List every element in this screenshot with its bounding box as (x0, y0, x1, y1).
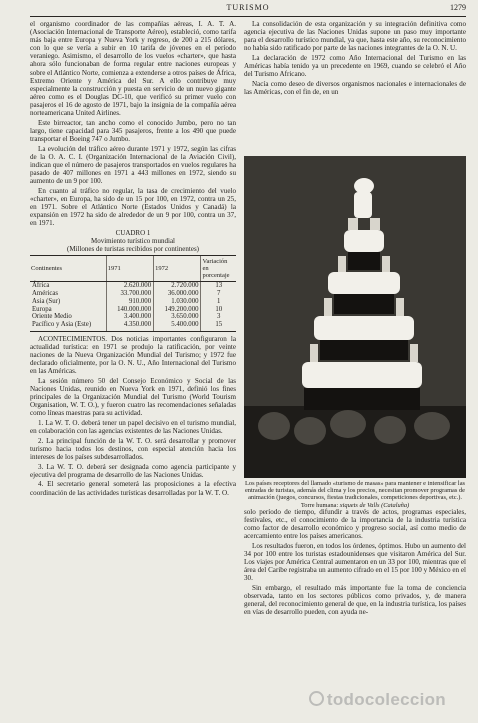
cell-continent: Oriente Medio (32, 313, 72, 321)
paragraph: La evolución del tráfico aéreo durante 1971 y 1972, según las cifras de la O. A. C. I. (Organización Internacional de la Aviación Civil), indican que el número de pasajeros transportados en vuelos regulares ha pasado de 407 millones en 1971 a 443 millones en 1972, siendo su aumento de un 9 por 100. (30, 144, 236, 185)
paragraph: Sin embargo, el resultado más importante fue la toma de conciencia observada, tanto en los sectores públicos como privados, y, de manera general, del reconocimiento general de que, en la industria turística, los países en vías de desarrollo pueden, con ayuda ne- (244, 584, 466, 617)
paragraph: solo período de tiempo, difundir a través de actos, programas especiales, festivales, etc., el conocimiento de la importancia de la industria turística como factor de desarrollo económico y progreso social, así como medio de acercamiento entre los países americanos. (244, 508, 466, 541)
paragraph: La consolidación de esta organización y su integración definitiva como agencia ejecutiva de las Naciones Unidas supone un paso muy importante para el desarrollo turístico mundial, ya que, hasta este año, su reconocimiento no había sido ratificado por parte de las naciones integrantes de la O. N. U. (244, 20, 466, 53)
cell-variation: 1 (201, 298, 236, 306)
cell-1972: 3.650.000 (154, 313, 201, 321)
cell-1971: 2.620.000 (106, 282, 153, 290)
table-header-row (30, 256, 236, 282)
tourism-table (30, 255, 236, 332)
tourism-table-block (30, 229, 236, 332)
col-header-variation: Variación en porcentaje (201, 256, 236, 282)
cell-variation: 3 (201, 313, 236, 321)
cell-1972: 36.000.000 (154, 290, 201, 298)
photo-caption-main: Los países receptores del llamado «turismo de masas» para mantener e intensificar las entradas de turistas, además del clima y los precios, necesitan promover programas de animación (juegos, concursos, fiestas tradicionales, competiciones deportivas, etc.). Torre humana: (244, 480, 466, 509)
paragraph: La sesión número 50 del Consejo Económico y Social de las Naciones Unidas, reunido en Nueva York en 1971, definió los fines principales de la Organización Mundial del Turismo (World Tourism Organisation, W. T. O.), y fueron cuatro las recomendaciones señaladas como líneas maestras para su actividad. (30, 376, 236, 418)
table-caption: CUADRO 1 (115, 229, 151, 238)
table-row (30, 313, 236, 321)
watermark-text: todocoleccion (326, 690, 446, 709)
human-tower-photo (244, 156, 466, 478)
cell-1971: 910.000 (106, 298, 153, 306)
paragraph: el organismo coordinador de las compañías aéreas, I. A. T. A. (Asociación Internacional de Transporte Aéreo), estableció, como tarifa más baja entre Europa y Nueva York y regreso, de 200 a 215 dólares, con lo que se vería a subir en 10 tarifa de jóvenes en el período veraniego. Asimismo, el desarrollo de los vuelos «charter», que hasta ahora sólo funcionaban de forma regular entre naciones europeas y sobre el Atlántico Norte, comienza a extenderse a otros países de África, Extremo Oriente y América del Sur. A ello contribuye muy especialmente la construcción y puesta en servicio de un nuevo gigante aéreo como es el Douglas DC-10, que verificó su primer vuelo con pasajeros el 16 de agosto de 1971, bajo la insignia de la compañía aérea norteamericana United Airlines. (30, 20, 236, 118)
cell-1971: 33.700.000 (106, 290, 153, 298)
col-header-1972: 1972 (154, 256, 201, 282)
paragraph: ACONTECIMIENTOS. Dos noticias importantes configuraron la actualidad turística: en 1971 se produjo la ratificación, por veinte naciones de la Nueva Organización Mundial del Turismo; y 1972 fue declarado oficialmente, por la O. N. U., Año Internacional del Turismo en las Américas. (30, 334, 236, 376)
cell-1971: 3.400.000 (106, 313, 153, 321)
right-column-top (244, 20, 466, 98)
right-column-bottom (244, 508, 466, 618)
paragraph: 4. El secretario general someterá las proposiciones a la efectiva coordinación de las actividades turísticas desarrolladas por la W. T. O. (30, 480, 236, 497)
table-units: (Millones de turistas recibidos por continentes) (67, 245, 199, 254)
cell-variation: 13 (201, 282, 236, 290)
cell-continent: Pacífico y Asia (Este) (30, 321, 106, 331)
cell-1972: 2.720.000 (154, 282, 201, 290)
page-number: 1279 (450, 3, 466, 12)
paragraph: 1. La W. T. O. deberá tener un papel decisivo en el turismo mundial, en colaboración con las agencias existentes de las Naciones Unidas. (30, 419, 236, 436)
cell-continent: Asia (Sur) (32, 297, 61, 305)
cell-1972: 1.030.000 (154, 298, 201, 306)
cell-1971: 4.350.000 (106, 321, 153, 331)
table-row (30, 306, 236, 314)
paragraph: Este birreactor, tan ancho como el conocido Jumbo, pero no tan largo, tiene capacidad para 345 pasajeros, frente a los 490 que puede transportar el Boeing 747 o Jumbo. (30, 118, 236, 143)
paragraph: 2. La principal función de la W. T. O. será desarrollar y promover turismo hacia todos los destinos, con especial atención hacia los intereses de los países subdesarrollados. (30, 436, 236, 461)
left-column (30, 20, 236, 498)
table-subtitle: Movimiento turístico mundial (91, 237, 175, 246)
human-tower-illustration (244, 156, 466, 478)
cell-1971: 140.000.000 (106, 306, 153, 314)
section-title: TURISMO (226, 3, 270, 12)
watermark-icon (309, 691, 324, 706)
cell-variation: 7 (201, 290, 236, 298)
table-row (30, 298, 236, 306)
table-row (30, 321, 236, 331)
header-rule (30, 16, 466, 17)
cell-continent: África (32, 282, 50, 290)
cell-1972: 149.200.000 (154, 306, 201, 314)
paragraph: Nacía como deseo de diversos organismos nacionales e internacionales de las Américas, con el fin de, en un (244, 79, 466, 96)
paragraph: Los resultados fueron, en todos los órdenes, óptimos. Hubo un aumento del 34 por 100 entre los turistas estadounidenses que visitaron América del Sur. Los viajes por América Central aumentaron en un 33 por 100, mientras que el área del Caribe registraba un aumento cifrado en el 15 por 100 y México en el 30. (244, 541, 466, 583)
table-row (30, 282, 236, 290)
cell-variation: 15 (201, 321, 236, 331)
cell-variation: 10 (201, 306, 236, 314)
cell-continent: Europa (32, 305, 52, 313)
paragraph: La declaración de 1972 como Año Internacional del Turismo en las Américas había tenido ya un precedente en 1969, cuando se celebró el Año del Turismo Africano. (244, 53, 466, 79)
col-header-1971: 1971 (106, 256, 153, 282)
col-header-continent: Continentes (30, 256, 106, 282)
running-header (30, 3, 466, 17)
paragraph: 3. La W. T. O. deberá ser designada como agencia participante y ejecutiva del programa de desarrollo de las Naciones Unidas. (30, 462, 236, 479)
cell-1972: 5.400.000 (154, 321, 201, 331)
cell-continent: Américas (32, 289, 59, 297)
table-row (30, 290, 236, 298)
watermark (309, 690, 446, 710)
photo-caption-italic: xiquets de Valls (Cataluña) (339, 501, 410, 509)
photo-caption (244, 480, 466, 509)
paragraph: En cuanto al tráfico no regular, la tasa de crecimiento del vuelo «charter», en Europa, ha sido de un 15 por 100, en 1972, contra un 25, en 1971. Sobre el Atlántico Norte (Estados Unidos y Canadá) la expansión en 1972 ha sido de alrededor de un 9 por 100, contra un 37, en 1971. (30, 186, 236, 228)
